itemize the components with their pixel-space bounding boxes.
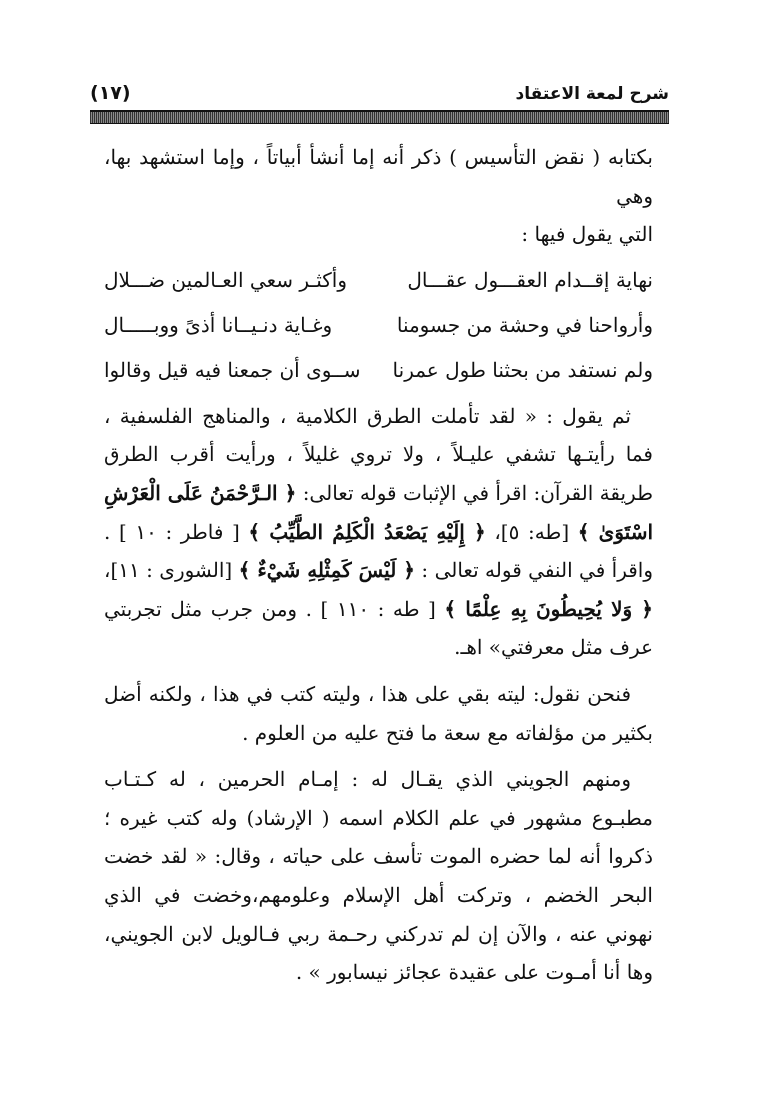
verse-first-hemistich: نهاية إقــدام العقـــول عقـــال [407,267,653,292]
running-title: شرح لمعة الاعتقاد [515,84,669,104]
quran-verse-2: ﴿ إِلَيْهِ يَصْعَدُ الْكَلِمُ الطَّيِّبُ ﴾ [248,519,486,544]
paragraph-2-text-a: ثم يقول : « لقد تأملت الطرق الكلامية ، والمناهج الفلسفية ، فما رأيتـها تشفي عليـلاً ، ولا تروي غليلاً ، ورأيت أقرب الطرق طريقة القرآن: اقرأ في الإثبات قوله تعالى: [104,403,654,505]
verse-first-hemistich: وأرواحنا في وحشة من جسومنا [396,312,653,337]
paragraph-4: ومنهم الجويني الذي يقـال له : إمـام الحرمين ، له كـتـاب مطبـوع مشهور في علم الكلام اسمه ( الإرشاد) وله كتب غيره ؛ذكروا أنه لما حضره الموت تأسف على حياته ، وقال: « لقد خضت البحر الخضم ، وتركت أهل الإسلام وعلومهم،وخضت في الذي نهوني عنه ، والآن إن لم تدركني رحـمة ربي فـالويل لابن الجويني، وها أنا أمـوت على عقيدة عجائز نيسابور » . [104,767,653,985]
paragraph-3: فنحن نقول: ليته بقي على هذا ، وليته كتب في هذا ، ولكنه أضل بكثير من مؤلفاته مع سعة ما فتح عليه من العلوم . [104,681,653,745]
paragraph-1 [104,138,653,254]
quran-verse-4: ﴿ وَلا يُحِيطُونَ بِهِ عِلْمًا ﴾ [444,596,653,621]
paragraph-2-text-c: [ فاطر : ١٠ ] . واقرأ في النفي قوله تعالى : [104,519,654,583]
paragraph-1-line-2: التي يقول فيها : [521,222,653,247]
poem-verses [104,258,653,393]
verse-line [104,348,653,393]
paragraph-2 [104,397,653,667]
paragraph-2-text-b: [طه: ٥]، [485,519,578,544]
verse-second-hemistich: وغـاية دنـيــانا أذىً ووبـــــال [104,312,333,337]
paragraph-2-text-e: [ طه : ١١٠ ] . ومن جرب مثل تجربتي عرف مثل معرفتي» اهـ. [104,596,653,660]
verse-line [104,303,653,348]
header-rule [90,110,669,124]
verse-second-hemistich: وأكثـر سعي العـالمين ضـــلال [104,267,348,292]
paragraph-2-text-d: [الشورى : ١١]، [104,558,239,583]
quran-verse-1: ﴿ الـرَّحْمَنُ عَلَى الْعَرْشِ اسْتَوَىٰ ﴾ [104,480,654,544]
verse-line [104,258,653,303]
page-header [90,72,669,104]
verse-second-hemistich: ســوى أن جمعنا فيه قيل وقالوا [104,357,361,382]
verse-first-hemistich: ولم نستفد من بحثنا طول عمرنا [392,357,653,382]
page-body [104,138,653,992]
paragraph-1-line-1: بكتابه ( نقض التأسيس ) ذكر أنه إما أنشأ أبياتاً ، وإما استشهد بها، وهي [104,145,653,208]
quran-verse-3: ﴿ لَيْسَ كَمِثْلِهِ شَيْءٌ ﴾ [238,558,416,583]
page-number: (١٧) [90,82,131,104]
